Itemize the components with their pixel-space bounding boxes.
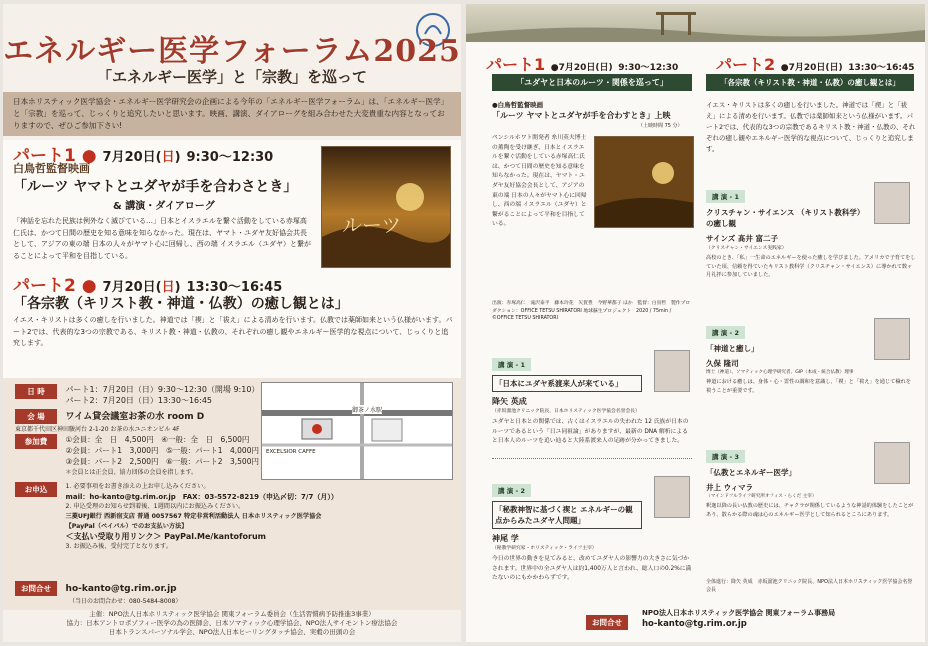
part2-date: 7月20日 — [102, 280, 156, 295]
part1-and-talk: & 講演・ダイアローグ — [113, 201, 215, 212]
part1-dow: 日 — [161, 150, 175, 165]
date-row — [15, 384, 259, 406]
p2-movie-poster-image — [594, 136, 694, 228]
date-label: 日 時 — [15, 384, 57, 399]
p2-contact — [586, 610, 628, 630]
flyer-back-page — [466, 4, 925, 642]
part2-label: パート2 — [13, 276, 76, 296]
apply-line-3: 3. お振込み後、受付完了となります。 — [65, 543, 172, 550]
speaker-photo-kamio — [654, 476, 690, 518]
movie-poster-image — [321, 146, 451, 268]
contact-row — [15, 581, 181, 607]
p2-part2-theme: 「各宗教（キリスト教・神道・仏教）の癒し観とは」 — [706, 74, 914, 91]
p2-contact-org: NPO法人日本ホリスティック医学協会 関東フォーラム事務局 — [642, 609, 836, 617]
part2-heading: パート2 ● 7月20日(日) 13:30～16:45 — [13, 276, 283, 296]
organizer-footer — [3, 610, 461, 637]
p2-part1-heading: パート1 ●7月20日(日) 9:30～12:30 — [486, 55, 679, 74]
p2-talk1-aff: （赤坂溜池クリニック院長、日本ホリスティック医学協会名誉会長） — [492, 409, 640, 414]
speaker-photo-inoue — [874, 442, 910, 484]
p2-s1-body: 高校のとき、「私」一生命のエネルギーを使った癒しを学びました。アメリカで子育てをしていた頃、信頼を得ていたキリスト教科学（クリスチャン・サイエンス）に導かれて数ヶ月礼拝に参加していました。 — [706, 255, 916, 278]
part1-time: 9:30～12:30 — [186, 150, 274, 165]
forum-subtitle: 「エネルギー医学」と「宗教」を巡って — [96, 68, 367, 86]
part2-time: 13:30～16:45 — [186, 280, 283, 295]
fee-label: 参加費 — [15, 434, 57, 449]
p2-part1-theme: 「ユダヤと日本のルーツ・関係を巡って」 — [492, 74, 692, 91]
fee-line-1: ①会員：全 日 4,500円 ④一般：全 日 6,500円 — [65, 435, 250, 444]
p2-talk1-title: 「日本にユダヤ系渡来人が来ている」 — [492, 375, 642, 392]
date-line-1: パート1：7月20日（日）9:30～12:30（開場 9:10） — [65, 385, 260, 394]
bullet-icon: ● — [81, 276, 97, 296]
p2-part2-dow: 日 — [829, 63, 839, 73]
p2-talk2-bar: 講 演 - 2 — [492, 484, 531, 497]
p2-session2 — [706, 320, 911, 395]
divider — [492, 458, 692, 459]
date-line-2: パート2：7月20日（日）13:30～16:45 — [65, 396, 213, 405]
part1-label: パート1 — [13, 146, 76, 166]
p2-s2-bar: 講 演 - 2 — [706, 326, 745, 339]
p2-part2-label: パート2 — [716, 55, 776, 74]
p2-movie-runtime: （上映時間 75 分） — [638, 123, 683, 129]
map-place: EXCELSIOR CAFFE — [266, 449, 316, 455]
p2-contact-email[interactable]: ho-kanto@tg.rim.or.jp — [642, 619, 747, 629]
map-station: 御茶ノ水駅 — [352, 407, 383, 414]
venue-label: 会 場 — [15, 409, 57, 424]
fee-line-3: ③会員：パート2 2,500円 ⑥一般：パート2 3,500円 — [65, 457, 259, 466]
p2-talk2-body: 今日の世界の動きを見てみると、改めてユダヤ人の影響力の大きさに気づかされます。世界中の全ユダヤ人は約1,400万人と言われ、総人口の0.2%に満たないのにもかかわらずです。 — [492, 556, 692, 581]
footer-line-1: 主催：NPO法人日本ホリスティック医学協会 関東フォーラム委員会（生活習慣病予防推進3事業） — [89, 610, 375, 618]
venue-row — [15, 409, 204, 435]
part2-dow: 日 — [161, 280, 175, 295]
fee-note: ＊会員とは正会員、協力団体の会員を指します。 — [65, 469, 198, 476]
bullet-icon: ● — [550, 63, 559, 73]
p2-s3-title: 「仏教とエネルギー医学」 — [706, 468, 796, 477]
p2-contact-label: お問合せ — [586, 615, 628, 630]
flyer-front-page — [3, 4, 461, 642]
paypal-link[interactable]: ＜支払い受取り用リンク＞ PayPal.Me/kantoforum — [65, 532, 267, 541]
footer-line-3: 日本トランスパーソナル学会、NPO法人日本ヒーリングタッチ協会、実穀の田頭の会 — [108, 628, 356, 636]
p2-s1-bar: 講 演 - 1 — [706, 190, 745, 203]
p2-part2-date: 7月20日 — [788, 63, 826, 73]
apply-line-2: 2. 申込受理のお知らせ到着後、1週間以内にお振込みください。 — [65, 503, 245, 510]
venue-name: ワイム貸会議室お茶の水 room D — [65, 412, 205, 422]
intro-text: 日本ホリスティック医学協会・エネルギー医学研究会の企画による今年の「エネルギー医学フォーラム」は、「エネルギー医学」と「宗教」を巡って、じっくりと追究したいと思います。映画、講演、ダイアローグを組み合わせた大変貴重な内容となっておりますので、ぜひご参加下さい! — [13, 97, 449, 130]
apply-mail[interactable]: mail：ho-kanto@tg.rim.or.jp FAX：03-5572-8219（申込〆切：7/7（月）） — [65, 493, 338, 501]
p2-talk1-name: 降矢 英成 — [492, 397, 527, 406]
p2-talk2-aff: （秘教学研究家・ホリスティック・ライフ主宰） — [492, 546, 597, 551]
p2-s2-body: 神道における癒しは、身体・心・霊性の調和を意識し、「禊」と「祓え」を通じて穢れを祓うことが重要です。 — [706, 379, 911, 394]
contact-phone: （当日のお問合わせ：080-5484-8008） — [69, 598, 182, 605]
fee-line-2: ②会員：パート1 3,000円 ⑤一般：パート1 4,000円 — [65, 446, 259, 455]
fee-row — [15, 434, 259, 478]
p2-part1-label: パート1 — [486, 55, 546, 74]
p2-movie-title: 「ルーツ ヤマトとユダヤが手を合わすとき」上映 — [492, 111, 671, 120]
apply-line-1: 1. 必要事項をお書き添えの上お申し込みください。 — [65, 483, 210, 490]
p2-part2-heading: パート2 ●7月20日(日) 13:30～16:45 — [716, 55, 915, 74]
svg-text:ルーツ: ルーツ — [342, 213, 402, 237]
p2-part2-intro: イエス・キリストは多くの癒しを行いました。神道では「禊」と「祓え」による清めを行います。仏教では薬師如来という仏様がいます。パート2では、代表的な3つの宗教であるキリスト教・神道・仏教の、それぞれの癒し観やエネルギー医学的な視点について、じっくりと追究します。 — [706, 101, 916, 153]
p2-movie-credits: 出演：赤塚高仁 滝沢泰平 藤本玲花 矢賀豊 今野華都子 ほか 監督：白鳥哲 製作プロダクション：OFFICE TETSU SHIRATORI 地球蘇生プロジェクト 2020 / 75min / ©OFFICE TETSU SHIRATORI — [492, 301, 691, 321]
part1-movie-meta: 白鳥哲監督映画 — [13, 162, 90, 175]
part1-heading: パート1 ● 7月20日(日) 9:30～12:30 — [13, 146, 274, 166]
p2-s2-aff: 博士（神道）、ソマティック心理学研究者、GIP（本成・統合仏教）理事 — [706, 370, 854, 375]
part2-body: イエス・キリストは多くの癒しを行いました。神道では「禊」と「祓え」による清めを行います。仏教では薬師如来という仏様がいます。パート2では、代表的な3つの宗教である、キリスト教・神道・仏教の、それぞれの癒し観やエネルギー医学的な視点について、じっくりと追究します。 — [13, 316, 453, 347]
p2-part2-time: 13:30～16:45 — [848, 63, 915, 73]
p2-s1-title: クリスチャン・サイエンス （キリスト教科学）の癒し観 — [706, 208, 865, 228]
p2-s3-aff: （マインドフルライフ研究所オフィス・らくだ 主宰） — [706, 494, 817, 499]
p2-session1 — [706, 184, 916, 280]
part2-title: 「各宗教（キリスト教・神道・仏教）の癒し観とは」 — [13, 296, 349, 312]
p2-s3-bar: 講 演 - 3 — [706, 450, 745, 463]
p2-movie-desc: ペンシルホワト開発者 糸川英夫博士の薫陶を受け継ぎ、日本とイスラエルを繋ぐ活動をしている赤塚高仁氏は、かつて日間の歴史を知る意味を知らなかった。現在は、ヤマト・ユダヤ友好協会会長として、アジアの東の端 日本の人々がヤマト心に回帰し、西の端 イスラエル（ユダヤ）と繋がることによって平和を目指している。 — [492, 135, 587, 228]
apply-row — [15, 482, 455, 552]
p2-s3-body: 釈迦以降の長い仏教の歴史には、チャクラが関係しているような神話的体験をしたことがあり、散らかる際の魂は心のエネルギー医学として知られるところにあります。 — [706, 503, 914, 518]
p2-session3 — [706, 444, 914, 519]
venue-address: 東京都千代田区神田駿河台 2-1-20 お茶の水ユニオンビル 4F — [15, 426, 180, 433]
speaker-photo-takai — [874, 182, 910, 224]
footer-line-2: 協力：日本アントロポゾフィー医学の為の医師会、日本ソマティック心理学協会、NPO法人サイモントン療法協会 — [66, 619, 398, 627]
p2-chair: 全体進行：降矢 英成 赤坂溜池クリニック院長、NPO法人日本ホリスティック医学協会名誉会長 — [706, 579, 913, 593]
contact-email[interactable]: ho-kanto@tg.rim.or.jp — [65, 584, 177, 594]
p2-s1-aff: （クリスチャン・サイエンス実践家） — [706, 246, 787, 251]
p2-s3-name: 井上 ウィマラ — [706, 483, 754, 492]
p2-talk2-name: 神尾 学 — [492, 534, 519, 543]
p2-s1-name: サインズ 髙井 富二子 — [706, 234, 778, 243]
p2-part1-date: 7月20日 — [558, 63, 596, 73]
shrine-banner-image — [466, 4, 925, 42]
speaker-photo-furuya — [654, 350, 690, 392]
p2-talk1-body: ユダヤと日本との関係では、古くはイスラエルの失われた 12 氏族が日本のルーツであるという「日ユ同祖論」がありますが、最新の DNA 解析によると日本人のルーツを追い辿ると大陸系渡来人の足跡が分かってきました。 — [492, 419, 689, 444]
contact-label: お問合せ — [15, 581, 57, 596]
venue-map — [261, 382, 453, 480]
part1-date: 7月20日 — [102, 150, 156, 165]
p2-s2-title: 「神道と癒し」 — [706, 344, 759, 353]
p2-part1-dow: 日 — [599, 63, 609, 73]
p2-talk1-bar: 講 演 - 1 — [492, 358, 531, 371]
p2-part1-time: 9:30～12:30 — [618, 63, 679, 73]
p2-talk2-title: 「秘教神智に基づく禊と エネルギーの観点からみたユダヤ人問題」 — [492, 501, 642, 529]
p2-s2-name: 久保 隆司 — [706, 359, 739, 368]
bullet-icon: ● — [780, 63, 789, 73]
bullet-icon: ● — [81, 146, 97, 166]
part1-movie-title: 「ルーツ ヤマトとユダヤが手を合わさとき」 — [13, 179, 298, 195]
p2-movie-meta: ●白鳥哲監督映画 — [492, 101, 544, 109]
forum-title: エネルギー医学フォーラム2025 — [3, 34, 461, 69]
speaker-photo-kubo — [874, 318, 910, 360]
apply-label: お申込 — [15, 482, 57, 497]
part1-quote: 「神話を忘れた民族は例外なく滅びている…」日本とイスラエルを繋ぐ活動をしている赤塚高仁氏は、かつて日間の歴史を知る意味を知らなかった。現在は、ヤマト・ユダヤ友好協会共長として、アジアの東の端 日本の人々がヤマト心に回帰し、西の端 イスラエル（ユダヤ）と繋がることによって平和を目指している。 — [13, 217, 311, 260]
bank-info: 三菱UFJ銀行 西新宿支店 普通 0057567 特定非営利活動法人 日本ホリスティック医学協会 — [65, 513, 322, 520]
paypal-heading: 【PayPal（ペイパル）でのお支払い方法】 — [65, 523, 188, 530]
